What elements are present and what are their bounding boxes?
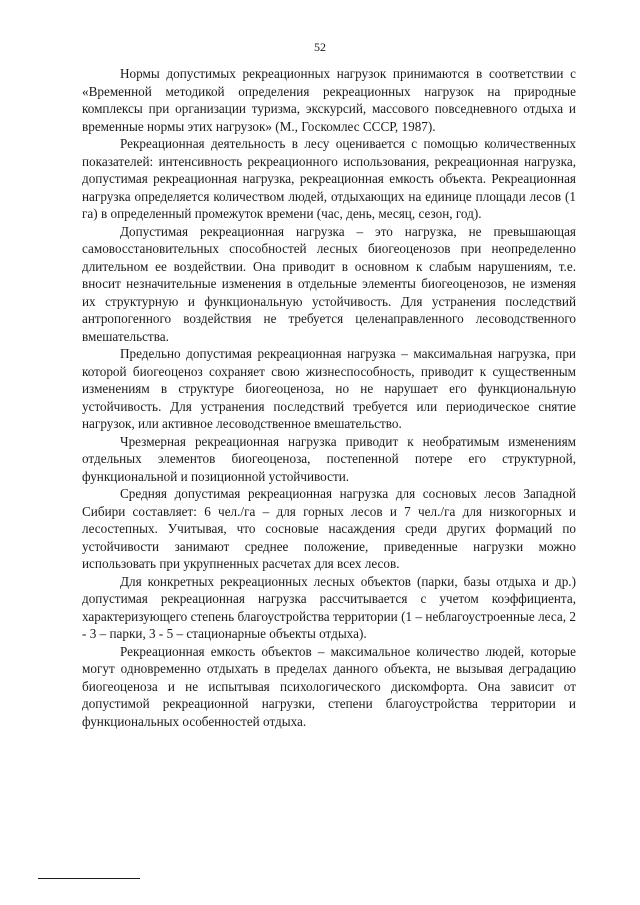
page-number: 52 [314, 40, 326, 54]
paragraph-average-load: Средняя допустимая рекреационная нагрузка для сосновых лесов Западной Сибири составляет: 6 чел./га – для горных лесов и 7 чел./га для низкогорных и лесостепных. Учитывая, что сосновые насаждения среди других формаций по устойчивости занимают среднее положение, приведенные нагрузки можно использовать при укрупненных расчетах для всех лесов. [82, 486, 576, 571]
paragraph-norms: Нормы допустимых рекреационных нагрузок принимаются в соответствии с «Временной методикой определения рекреационных нагрузок на природные комплексы при организации туризма, экскурсий, массового повседневного отдыха и временные нормы этих нагрузок» (М., Госкомлес СССР, 1987). [82, 66, 576, 134]
paragraph-specific-objects: Для конкретных рекреационных лесных объектов (парки, базы отдыха и др.) допустимая рекреационная нагрузка рассчитывается с учетом коэффициента, характеризующего степень благоустройства территории (1 – неблагоустроенные леса, 2 - 3 – парки, 3 - 5 – стационарные объекты отдыха). [82, 573, 576, 641]
paragraph-permissible-load: Допустимая рекреационная нагрузка – это нагрузка, не превышающая самовосстановительных способностей лесных биогеоценозов при неопределенно длительном ее воздействии. Она приводит в основном к слабым нарушениям, т.е. вносит незначительные изменения в отдельные элементы биогеоценозов, не изменяя их структурную и функциональную устойчивость. Для устранения последствий антропогенного воздействия не требуется целенаправленного лесоводственного вмешательства. [82, 223, 576, 344]
page-body [82, 65, 576, 730]
paragraph-maximum-permissible-load: Предельно допустимая рекреационная нагрузка – максимальная нагрузка, при которой биогеоценоз сохраняет свою жизнеспособность, приводит к существенным изменениям в структуре биогеоценоза, но не нарушает его функциональную устойчивость. Для устранения последствий требуется или периодическое снятие нагрузок, или активное лесоводственное вмешательство. [82, 346, 576, 431]
footnote-separator [38, 878, 140, 879]
paragraph-recreational-capacity: Рекреационная емкость объектов – максимальное количество людей, которые могут одновременно отдыхать в пределах данного объекта, не вызывая деградацию биогеоценоза и не испытывая психологического дискомфорта. Она зависит от допустимой рекреационной нагрузки, степени благоустройства территории и функциональных особенностей отдыха. [82, 643, 576, 729]
paragraph-excessive-load: Чрезмерная рекреационная нагрузка приводит к необратимым изменениям отдельных элементов биогеоценоза, постепенной потере его структурной, функциональной и позиционной устойчивости. [82, 433, 576, 484]
paragraph-recreational-activity: Рекреационная деятельность в лесу оценивается с помощью количественных показателей: интенсивность рекреационного использования, рекреационная нагрузка, допустимая рекреационная нагрузка, рекреационная емкость объекта. Рекреационная нагрузка определяется количеством людей, отдыхающих на единице площади лесов (1 га) в определенный промежуток времени (час, день, месяц, сезон, год). [82, 136, 576, 221]
